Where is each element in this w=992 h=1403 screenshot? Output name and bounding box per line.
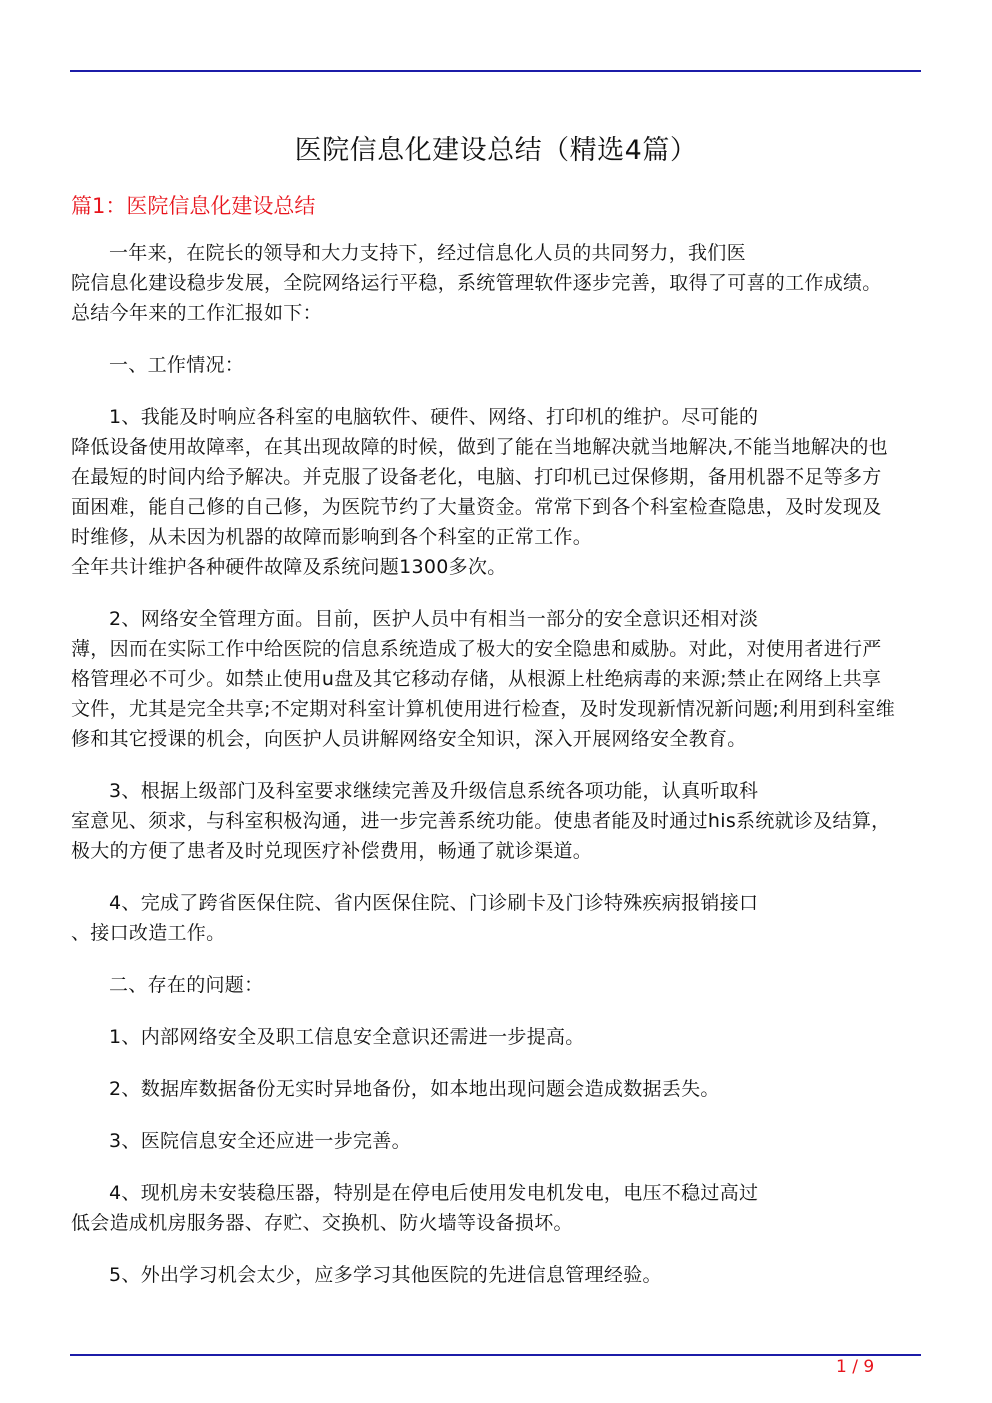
paragraph [71,1022,931,1052]
paragraph-line: 2、网络安全管理方面。目前，医护人员中有相当一部分的安全意识还相对淡 [109,608,759,630]
paragraph [71,776,931,866]
paragraph [71,604,931,754]
paragraph-line: 时维修，从未因为机器的故障而影响到各个科室的正常工作。 [71,526,593,548]
section-heading: 篇1：医院信息化建设总结 [71,194,316,218]
paragraph-line: 3、医院信息安全还应进一步完善。 [109,1130,411,1152]
paragraph-line: 4、完成了跨省医保住院、省内医保住院、门诊刷卡及门诊特殊疾病报销接口 [109,892,759,914]
paragraph-line: 文件，尤其是完全共享;不定期对科室计算机使用进行检查，及时发现新情况新问题;利用到科室维 [71,698,896,720]
paragraph [71,970,931,1000]
paragraph [71,888,931,948]
header-rule [70,70,921,72]
paragraph-line: 5、外出学习机会太少，应多学习其他医院的先进信息管理经验。 [109,1264,662,1286]
paragraph-line: 总结今年来的工作汇报如下： [71,302,322,324]
paragraph [71,1074,931,1104]
paragraph-line: 2、数据库数据备份无实时异地备份，如本地出现问题会造成数据丢失。 [109,1078,720,1100]
paragraph [71,1260,931,1290]
paragraph-line: 修和其它授课的机会，向医护人员讲解网络安全知识，深入开展网络安全教育。 [71,728,747,750]
paragraph [71,402,931,582]
paragraph-line: 1、内部网络安全及职工信息安全意识还需进一步提高。 [109,1026,585,1048]
paragraph-line: 格管理必不可少。如禁止使用u盘及其它移动存储，从根源上杜绝病毒的来源;禁止在网络上共享 [71,668,882,690]
paragraph [71,1178,931,1238]
paragraph-line: 3、根据上级部门及科室要求继续完善及升级信息系统各项功能，认真听取科 [109,780,759,802]
paragraph-line: 低会造成机房服务器、存贮、交换机、防火墙等设备损坏。 [71,1212,573,1234]
paragraph-line: 、接口改造工作。 [71,922,226,944]
paragraph-line: 4、现机房未安装稳压器，特别是在停电后使用发电机发电，电压不稳过高过 [109,1182,759,1204]
paragraph-line: 一年来，在院长的领导和大力支持下，经过信息化人员的共同努力，我们医 [109,242,746,264]
paragraph-line: 二、存在的问题： [109,974,264,996]
paragraph-line: 院信息化建设稳步发展，全院网络运行平稳，系统管理软件逐步完善，取得了可喜的工作成绩。 [71,272,882,294]
paragraph [71,350,931,380]
paragraph-line: 全年共计维护各种硬件故障及系统问题1300多次。 [71,556,507,578]
paragraph-line: 室意见、须求，与科室积极沟通，进一步完善系统功能。使患者能及时通过his系统就诊及结算， [71,810,891,832]
document-title: 医院信息化建设总结（精选4篇） [294,135,698,166]
paragraph-line: 降低设备使用故障率，在其出现故障的时候，做到了能在当地解决就当地解决,不能当地解决的也 [71,436,888,458]
document-body [71,238,931,1312]
paragraph-line: 一、工作情况： [109,354,245,376]
paragraph [71,238,931,328]
paragraph-line: 1、我能及时响应各科室的电脑软件、硬件、网络、打印机的维护。尽可能的 [109,406,759,428]
paragraph-line: 面困难，能自己修的自己修，为医院节约了大量资金。常常下到各个科室检查隐患，及时发现及 [71,496,882,518]
paragraph [71,1126,931,1156]
paragraph-line: 薄，因而在实际工作中给医院的信息系统造成了极大的安全隐患和威胁。对此，对使用者进行严 [71,638,882,660]
page-number: 1 / 9 [836,1357,875,1377]
paragraph-line: 极大的方便了患者及时兑现医疗补偿费用，畅通了就诊渠道。 [71,840,593,862]
paragraph-line: 在最短的时间内给予解决。并克服了设备老化，电脑、打印机已过保修期，备用机器不足等多方 [71,466,882,488]
footer-rule [70,1354,921,1356]
